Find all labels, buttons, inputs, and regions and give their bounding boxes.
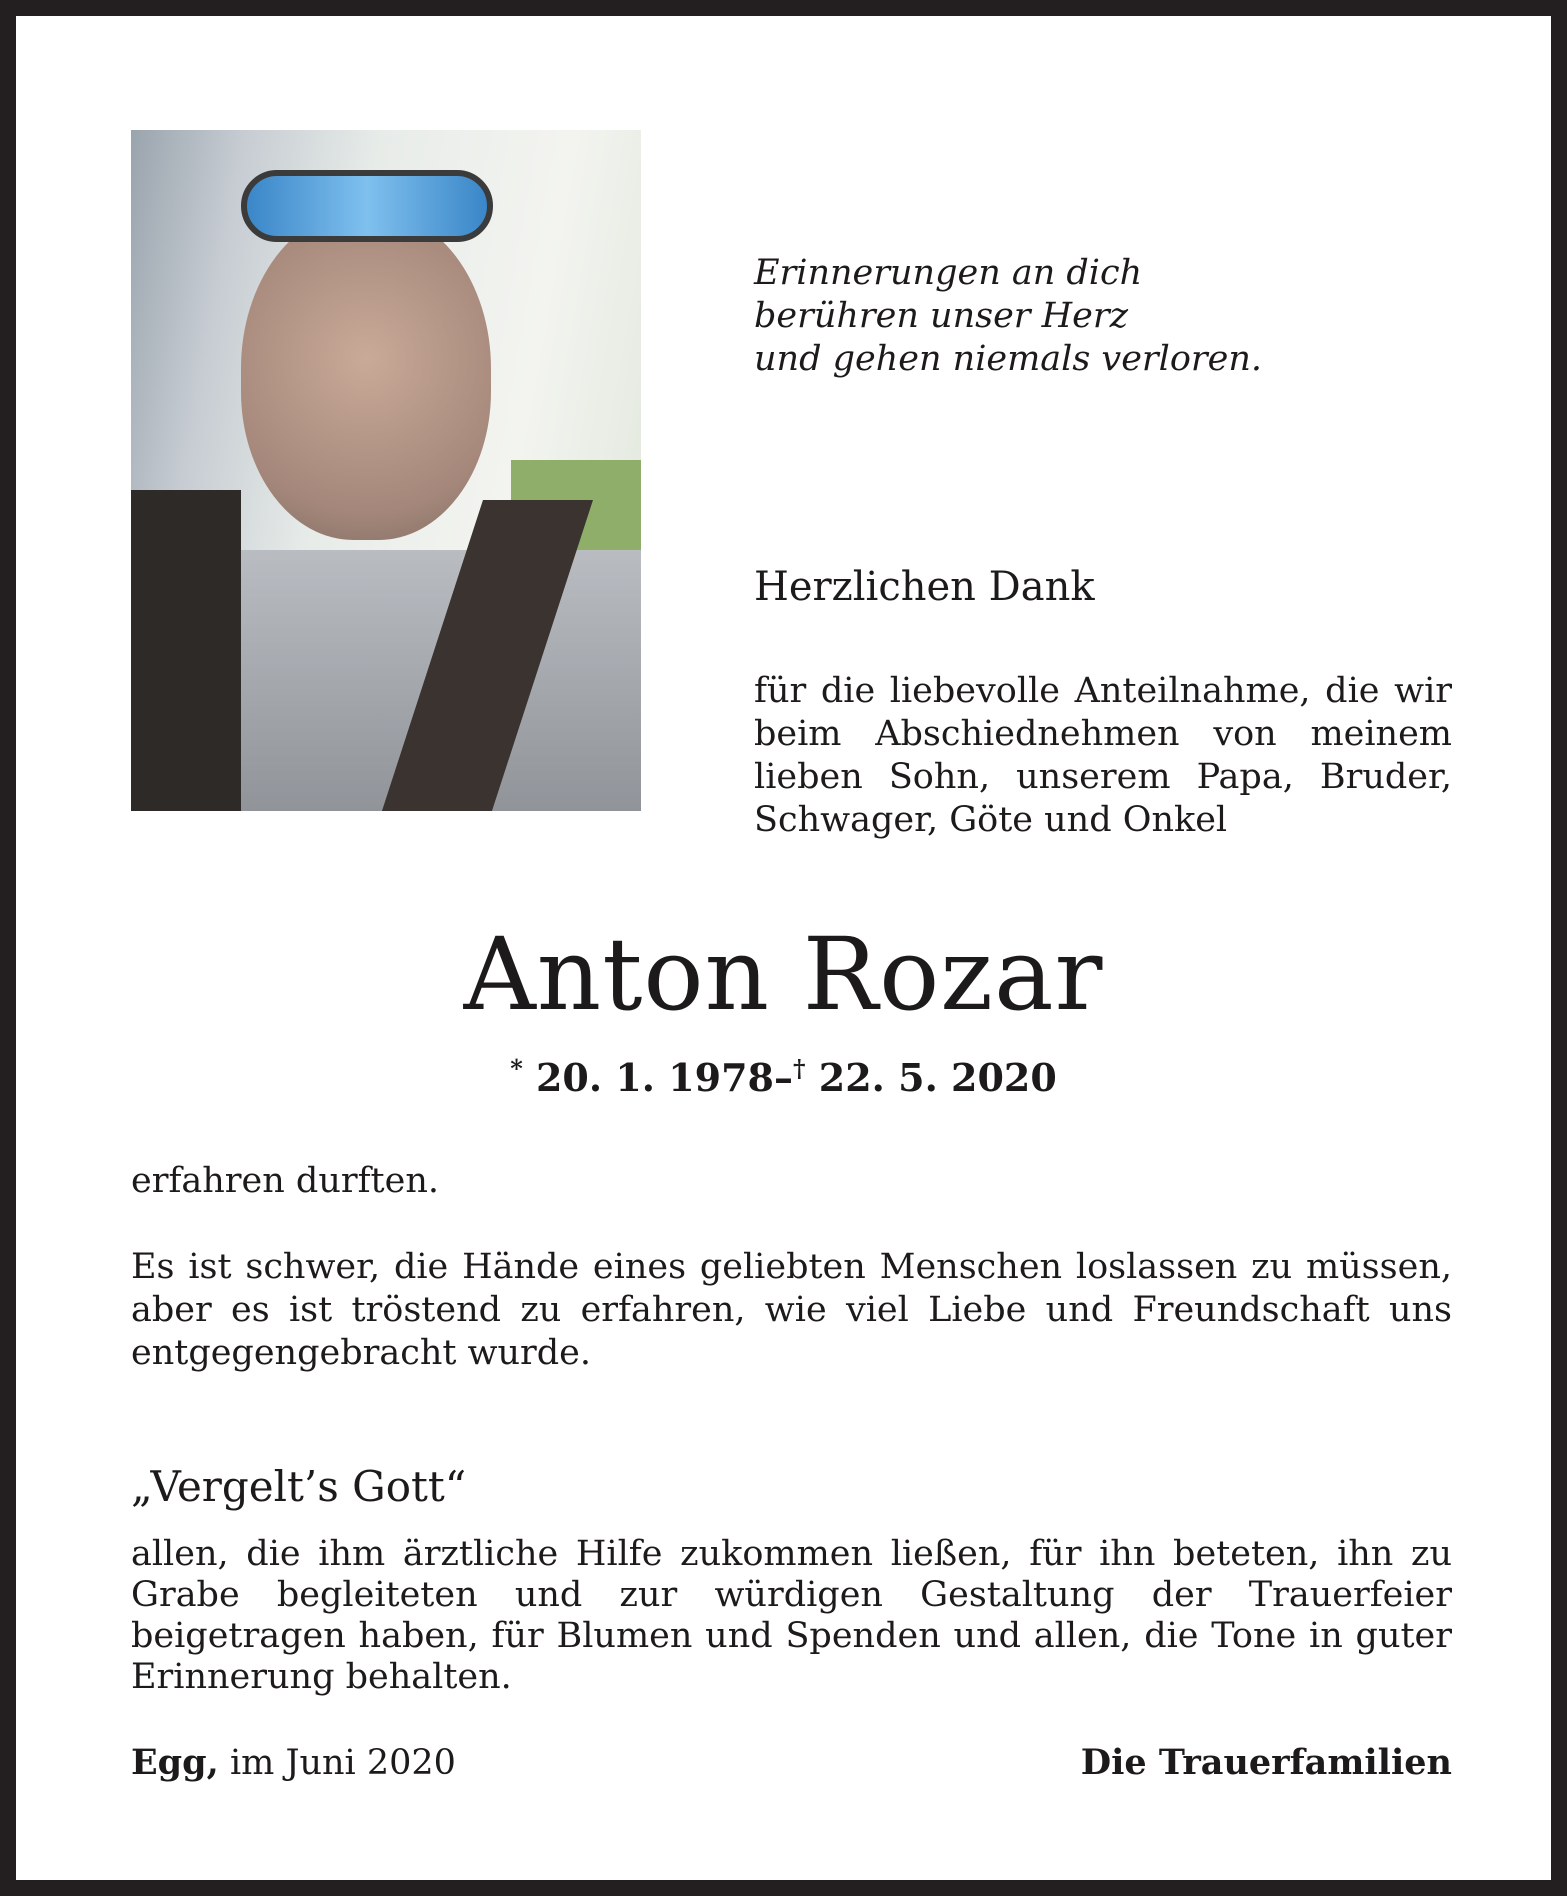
signature: Die Trauerfamilien	[1080, 1742, 1452, 1783]
date: im Juni 2020	[218, 1743, 456, 1783]
place-date	[131, 1742, 456, 1783]
birth-symbol: *	[510, 1054, 523, 1083]
obituary-page	[16, 16, 1551, 1880]
body-paragraph: Es ist schwer, die Hände eines geliebten Menschen loslassen zu müssen, aber es ist tröstend zu erfahren, wie viel Liebe und Freundschaft uns entgegengebracht wurde.	[131, 1247, 1452, 1373]
verse-line: berühren unser Herz	[754, 296, 1129, 336]
verse-line: Erinnerungen an dich	[754, 253, 1143, 293]
deceased-name: Anton Rozar	[463, 916, 1104, 1033]
memorial-verse	[754, 252, 1262, 381]
place: Egg,	[131, 1742, 219, 1783]
verse-line: und gehen niemals verloren.	[754, 339, 1263, 379]
death-symbol: †	[793, 1054, 806, 1083]
date-separator: –	[774, 1055, 793, 1100]
continuation-text: erfahren durften.	[131, 1161, 439, 1201]
birth-date: 20. 1. 1978	[535, 1055, 774, 1100]
thanks-text: für die liebevolle Anteilnahme, die wir beim Abschiednehmen von meinem lieben Sohn, unserem Papa, Bruder, Schwager, Göte und Onkel	[754, 671, 1452, 840]
portrait-photo	[131, 130, 641, 811]
life-dates	[16, 1054, 1551, 1100]
vergelts-gott-heading: „Vergelt’s Gott“	[131, 1462, 467, 1511]
thanks-heading: Herzlichen Dank	[754, 564, 1095, 610]
death-date: 22. 5. 2020	[818, 1055, 1057, 1100]
gratitude-paragraph: allen, die ihm ärztliche Hilfe zukommen ließen, für ihn beteten, ihn zu Grabe begleiteten und zur würdigen Gestaltung der Trauerfeier beigetragen haben, für Blumen und Spenden und allen, die Tone in guter Erinnerung behalten.	[131, 1534, 1452, 1697]
